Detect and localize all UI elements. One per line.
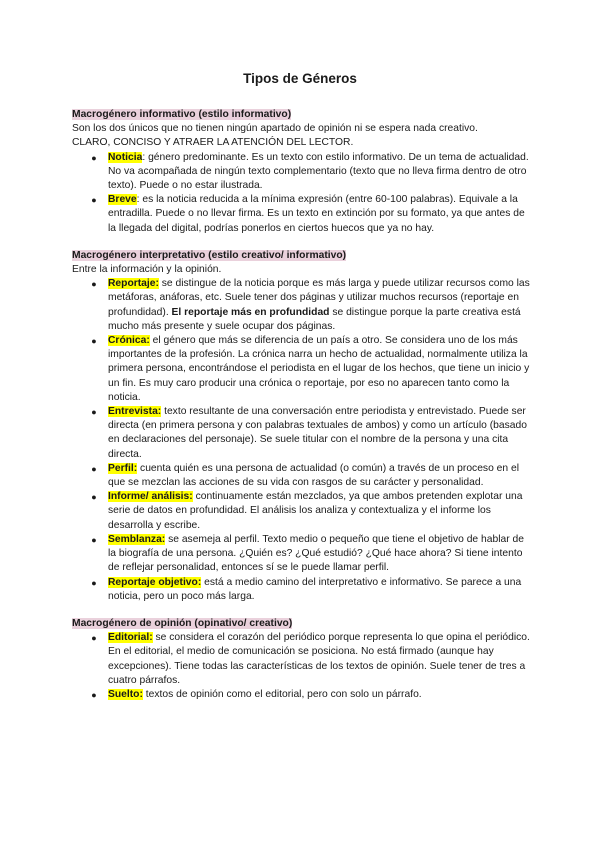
bullet-list: [72, 151, 532, 236]
list-item: [72, 490, 532, 533]
bullet-icon: ●: [91, 633, 97, 644]
bullet-list: [72, 631, 532, 702]
list-item: [72, 193, 532, 236]
item-text: continuamente están mezclados, ya que ambos pretenden explotar una serie de datos en profundidad. El análisis los analiza y contextualiza y el informe los desarrolla y escribe.: [108, 491, 523, 531]
list-item: [72, 405, 532, 462]
bullet-icon: ●: [91, 152, 97, 163]
section-opinion: [72, 617, 532, 702]
item-text: se asemeja al perfil. Texto medio o pequeño que tiene el objetivo de hablar de la biografía de una persona. ¿Quién es? ¿Qué estudió? ¿Qué hace ahora? Si tiene intento de reflejar personalidad, entonces sí se le puede llamar perfil.: [108, 533, 524, 574]
item-text: se distingue de la noticia porque es más larga y puede utilizar recursos como las metáforas, anáforas, etc. Suele tener dos páginas y utilizar muchos recursos (reportaje en profundidad).: [108, 278, 530, 318]
section-informativo: [72, 108, 532, 236]
bullet-icon: ●: [91, 577, 97, 588]
bullet-icon: ●: [91, 279, 97, 290]
section-interpretativo: [72, 249, 532, 604]
item-bold-text: El reportaje más en profundidad: [171, 306, 330, 318]
item-text: : es la noticia reducida a la mínima expresión (entre 60-100 palabras). Equivale a la entradilla. Puede o no llevar firma. Es un texto en extinción por su formato, ya que antes de la llegada del digital, podrías ponerlos en ciertos huecos que ya no hay.: [108, 194, 525, 234]
term-label: Crónica:: [108, 335, 150, 347]
item-text: se considera el corazón del periódico porque representa lo que opina el periódico. En el editorial, el medio de comunicación se posiciona. No está firmado (aunque hay excepciones). Tiene todas las características de los textos de opinión. Suele tener de tres a cuatro párrafos.: [108, 632, 530, 686]
bullet-icon: ●: [91, 689, 97, 700]
term-label: Breve: [108, 194, 137, 206]
term-label: Semblanza:: [108, 533, 166, 545]
list-item: [72, 334, 532, 405]
bullet-list: [72, 277, 532, 604]
term-label: Suelto:: [108, 688, 143, 700]
item-text: el género que más se diferencia de un país a otro. Se considera uno de los más importantes de la profesión. La crónica narra un hecho de actualidad, normalmente utiliza la primera persona, encontrándose el periodista en el lugar de los hechos, que tiene un inicio y un fin. Es muy caro producir una crónica o reportaje, por eso no aparecen tanto como la noticia.: [108, 335, 530, 403]
term-label: Entrevista:: [108, 406, 162, 418]
item-text: está a medio camino del interpretativo e informativo. Se parece a una noticia, pero un poco más larga.: [108, 576, 522, 602]
item-text: : género predominante. Es un texto con estilo informativo. De un tema de actualidad. No va acompañada de ningún texto complementario (texto que no lleva firma dentro de otro texto). Puede o no estar ilustrada.: [108, 151, 529, 192]
term-label: Informe/ análisis:: [108, 491, 193, 503]
list-item: [72, 688, 532, 702]
list-item: [72, 277, 532, 334]
list-item: [72, 533, 532, 576]
term-label: Editorial:: [108, 632, 153, 644]
intro-line: CLARO, CONCISO Y ATRAER LA ATENCIÓN DEL LECTOR.: [72, 137, 354, 149]
bullet-icon: ●: [91, 195, 97, 206]
item-text: textos de opinión como el editorial, pero con solo un párrafo.: [142, 688, 422, 700]
term-label: Noticia: [108, 151, 143, 163]
bullet-icon: ●: [91, 407, 97, 418]
bullet-icon: ●: [91, 463, 97, 474]
item-text: cuenta quién es una persona de actualidad (o común) a través de un proceso en el que se mezclan las acciones de su vida con rasgos de su carácter y personalidad.: [108, 462, 519, 489]
intro-line: Son los dos únicos que no tienen ningún apartado de opinión ni se espera nada creativo.: [72, 123, 478, 135]
section-heading: Macrogénero interpretativo (estilo creativo/ informativo): [72, 249, 347, 261]
bullet-icon: ●: [91, 492, 97, 503]
item-text: texto resultante de una conversación entre periodista y entrevistado. Puede ser directa (en primera persona y con palabras textuales de ambos) y como un artículo (basado en declaraciones del personaje). Se suele titular con el nombre de la persona y una cita directa.: [108, 406, 527, 460]
bullet-icon: ●: [91, 534, 97, 545]
section-heading: Macrogénero informativo (estilo informativo): [72, 109, 292, 120]
term-label: Reportaje:: [108, 278, 159, 290]
document-title: Tipos de Géneros: [243, 71, 357, 86]
term-label: Perfil:: [108, 462, 138, 474]
document-body: [72, 108, 532, 715]
intro-line: Entre la información y la opinión.: [72, 264, 222, 276]
term-label: Reportaje objetivo:: [108, 576, 202, 588]
list-item: [72, 151, 532, 194]
list-item: [72, 631, 532, 688]
item-text: se distingue porque la parte creativa está mucho más presente y suele ocupar dos páginas.: [108, 306, 521, 332]
section-heading: Macrogénero de opinión (opinativo/ creativo): [72, 617, 293, 629]
list-item: [72, 462, 532, 490]
bullet-icon: ●: [91, 336, 97, 347]
list-item: [72, 576, 532, 604]
